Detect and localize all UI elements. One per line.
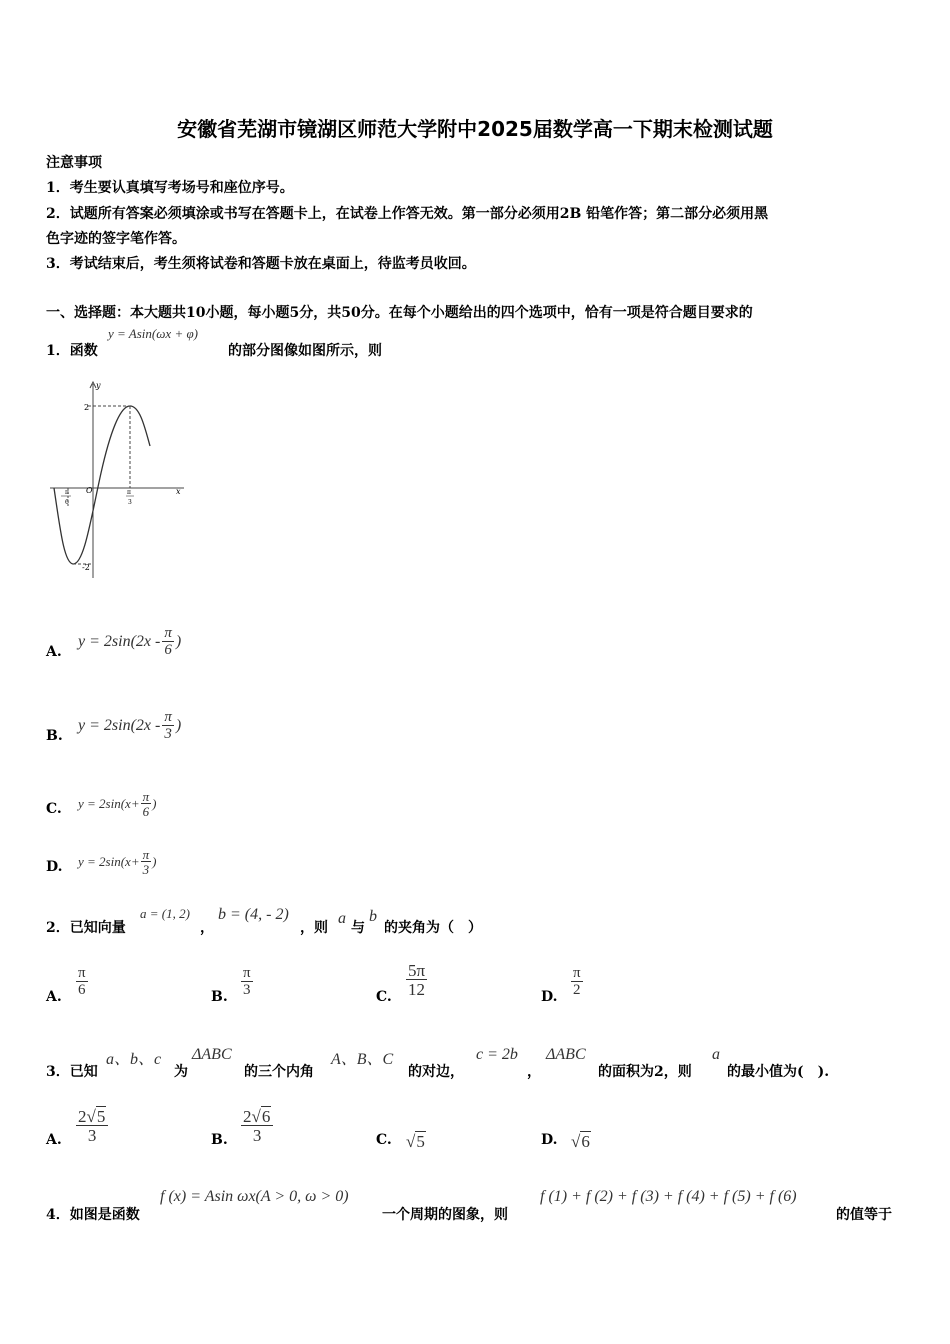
question-text: 为 [174,1064,188,1080]
option-formula-end: ) [175,717,182,734]
option-formula-end: ) [152,796,157,811]
q1-formula: y = Asin(ωx + φ) [108,326,198,341]
option-label: A. [46,644,62,660]
frac-den: 3 [76,1125,108,1144]
section-heading: 一、选择题：本大题共10小题，每小题5分，共50分。在每个小题给出的四个选项中，恰有一项是符合题目要求的 [46,305,753,321]
triangle-abc: ΔABC [546,1046,586,1063]
triangle-abc: ΔABC [192,1046,232,1063]
frac-den: 12 [406,979,427,998]
var-b: b [369,908,377,925]
option-label: D. [541,989,558,1005]
x-axis-label: x [176,487,181,496]
option-formula: y = 2sin(x+ [78,796,140,811]
question-text: 的对边， [408,1064,464,1080]
question-1 [46,340,98,360]
frac-num: π [164,709,172,725]
question-number: 2． [46,920,70,936]
y-max-label: 2 [84,403,90,412]
option-label: B. [46,728,63,744]
frac-den: 3 [241,981,253,998]
question-text: 的值等于 [836,1207,892,1223]
frac-num: π [142,847,150,862]
frac-den: 3 [241,1125,273,1144]
question-2 [46,917,126,937]
y-axis-label: y [96,381,101,390]
question-text: 的最小值为( ). [727,1064,830,1080]
q1-graph [46,378,196,583]
option-formula-end: ) [152,854,157,869]
frac-num: π [573,965,581,981]
vector-b: b = (4, - 2) [218,906,289,923]
x-tick-left-num: π [65,489,69,496]
x-tick-right-den: 3 [128,499,132,506]
frac-num: π [164,625,172,641]
question-text: 与 [351,920,365,936]
question-text: 的三个内角 [244,1064,314,1080]
option-label: D. [541,1132,558,1148]
frac-num: π [243,965,251,981]
frac-num: π [142,789,150,804]
frac-den: 6 [76,981,88,998]
option-label: A. [46,989,62,1005]
question-text: 如图是函数 [69,1207,140,1223]
question-text: 的面积为2，则 [598,1064,692,1080]
frac-den: 6 [162,641,174,658]
question-text: 已知向量 [69,920,126,936]
coef: 2 [243,1107,252,1126]
frac-den: 6 [141,803,152,818]
question-text: 的夹角为（ ） [384,920,482,936]
q4-formula: f (x) = Asin ωx(A > 0, ω > 0) [160,1188,349,1205]
question-number: 1． [46,343,70,359]
notice-item: 1．考生要认真填写考场号和座位序号。 [46,180,294,196]
x-tick-left-den: 6 [65,499,69,506]
comma: ， [527,1064,541,1080]
var-a: a [712,1046,720,1063]
frac-num: π [78,965,86,981]
sine-curve [54,406,150,564]
frac-num: 5π [408,961,426,980]
question-text: 已知 [69,1064,98,1080]
frac-den: 2 [571,981,583,998]
notice-item: 2．试题所有答案必须填涂或书写在答题卡上，在试卷上作答无效。第一部分必须用2B 铅笔作答；第二部分必须用黑 [46,206,769,222]
question-text: ，则 [300,920,328,936]
page-title: 安徽省芜湖市镜湖区师范大学附中2025届数学高一下期末检测试题 [177,117,773,141]
sides-abc: a、b、c [106,1051,162,1068]
coef: 2 [78,1107,87,1126]
angles-abc: A、B、C [331,1051,394,1068]
vector-a: a = (1, 2) [140,906,190,921]
option-formula-end: ) [175,633,182,650]
condition: c = 2b [476,1046,518,1063]
frac-den: 3 [141,861,152,876]
x-tick-right-num: π [127,489,131,496]
option-formula: y = 2sin(2x - [78,633,161,650]
radicand: 6 [581,1132,590,1151]
option-label: B. [211,989,228,1005]
q4-sum: f (1) + f (2) + f (3) + f (4) + f (5) + f (6) [540,1188,797,1205]
option-label: C. [376,1132,392,1148]
question-3 [46,1061,98,1081]
option-label: D. [46,859,63,875]
notice-heading: 注意事项 [46,155,102,171]
option-label: C. [46,801,62,817]
radicand: 5 [416,1132,425,1151]
comma: ， [200,920,214,936]
frac-den: 3 [162,725,174,742]
origin-label: O [86,486,93,495]
question-4 [46,1204,140,1224]
radicand: 5 [96,1107,106,1126]
option-label: A. [46,1132,62,1148]
y-min-label: -2 [82,563,90,572]
question-text: 一个周期的图象，则 [382,1207,508,1223]
notice-item: 色字迹的签字笔作答。 [46,231,186,247]
option-label: B. [211,1132,228,1148]
option-formula: y = 2sin(x+ [78,854,140,869]
question-number: 3． [46,1064,70,1080]
radicand: 6 [261,1107,271,1126]
notice-item: 3．考试结束后，考生须将试卷和答题卡放在桌面上，待监考员收回。 [46,256,476,272]
question-text: 函数 [69,343,98,359]
option-label: C. [376,989,392,1005]
var-a: a [338,910,346,927]
question-number: 4． [46,1207,70,1223]
question-text: 的部分图像如图所示，则 [228,343,382,359]
option-formula: y = 2sin(2x - [78,717,161,734]
